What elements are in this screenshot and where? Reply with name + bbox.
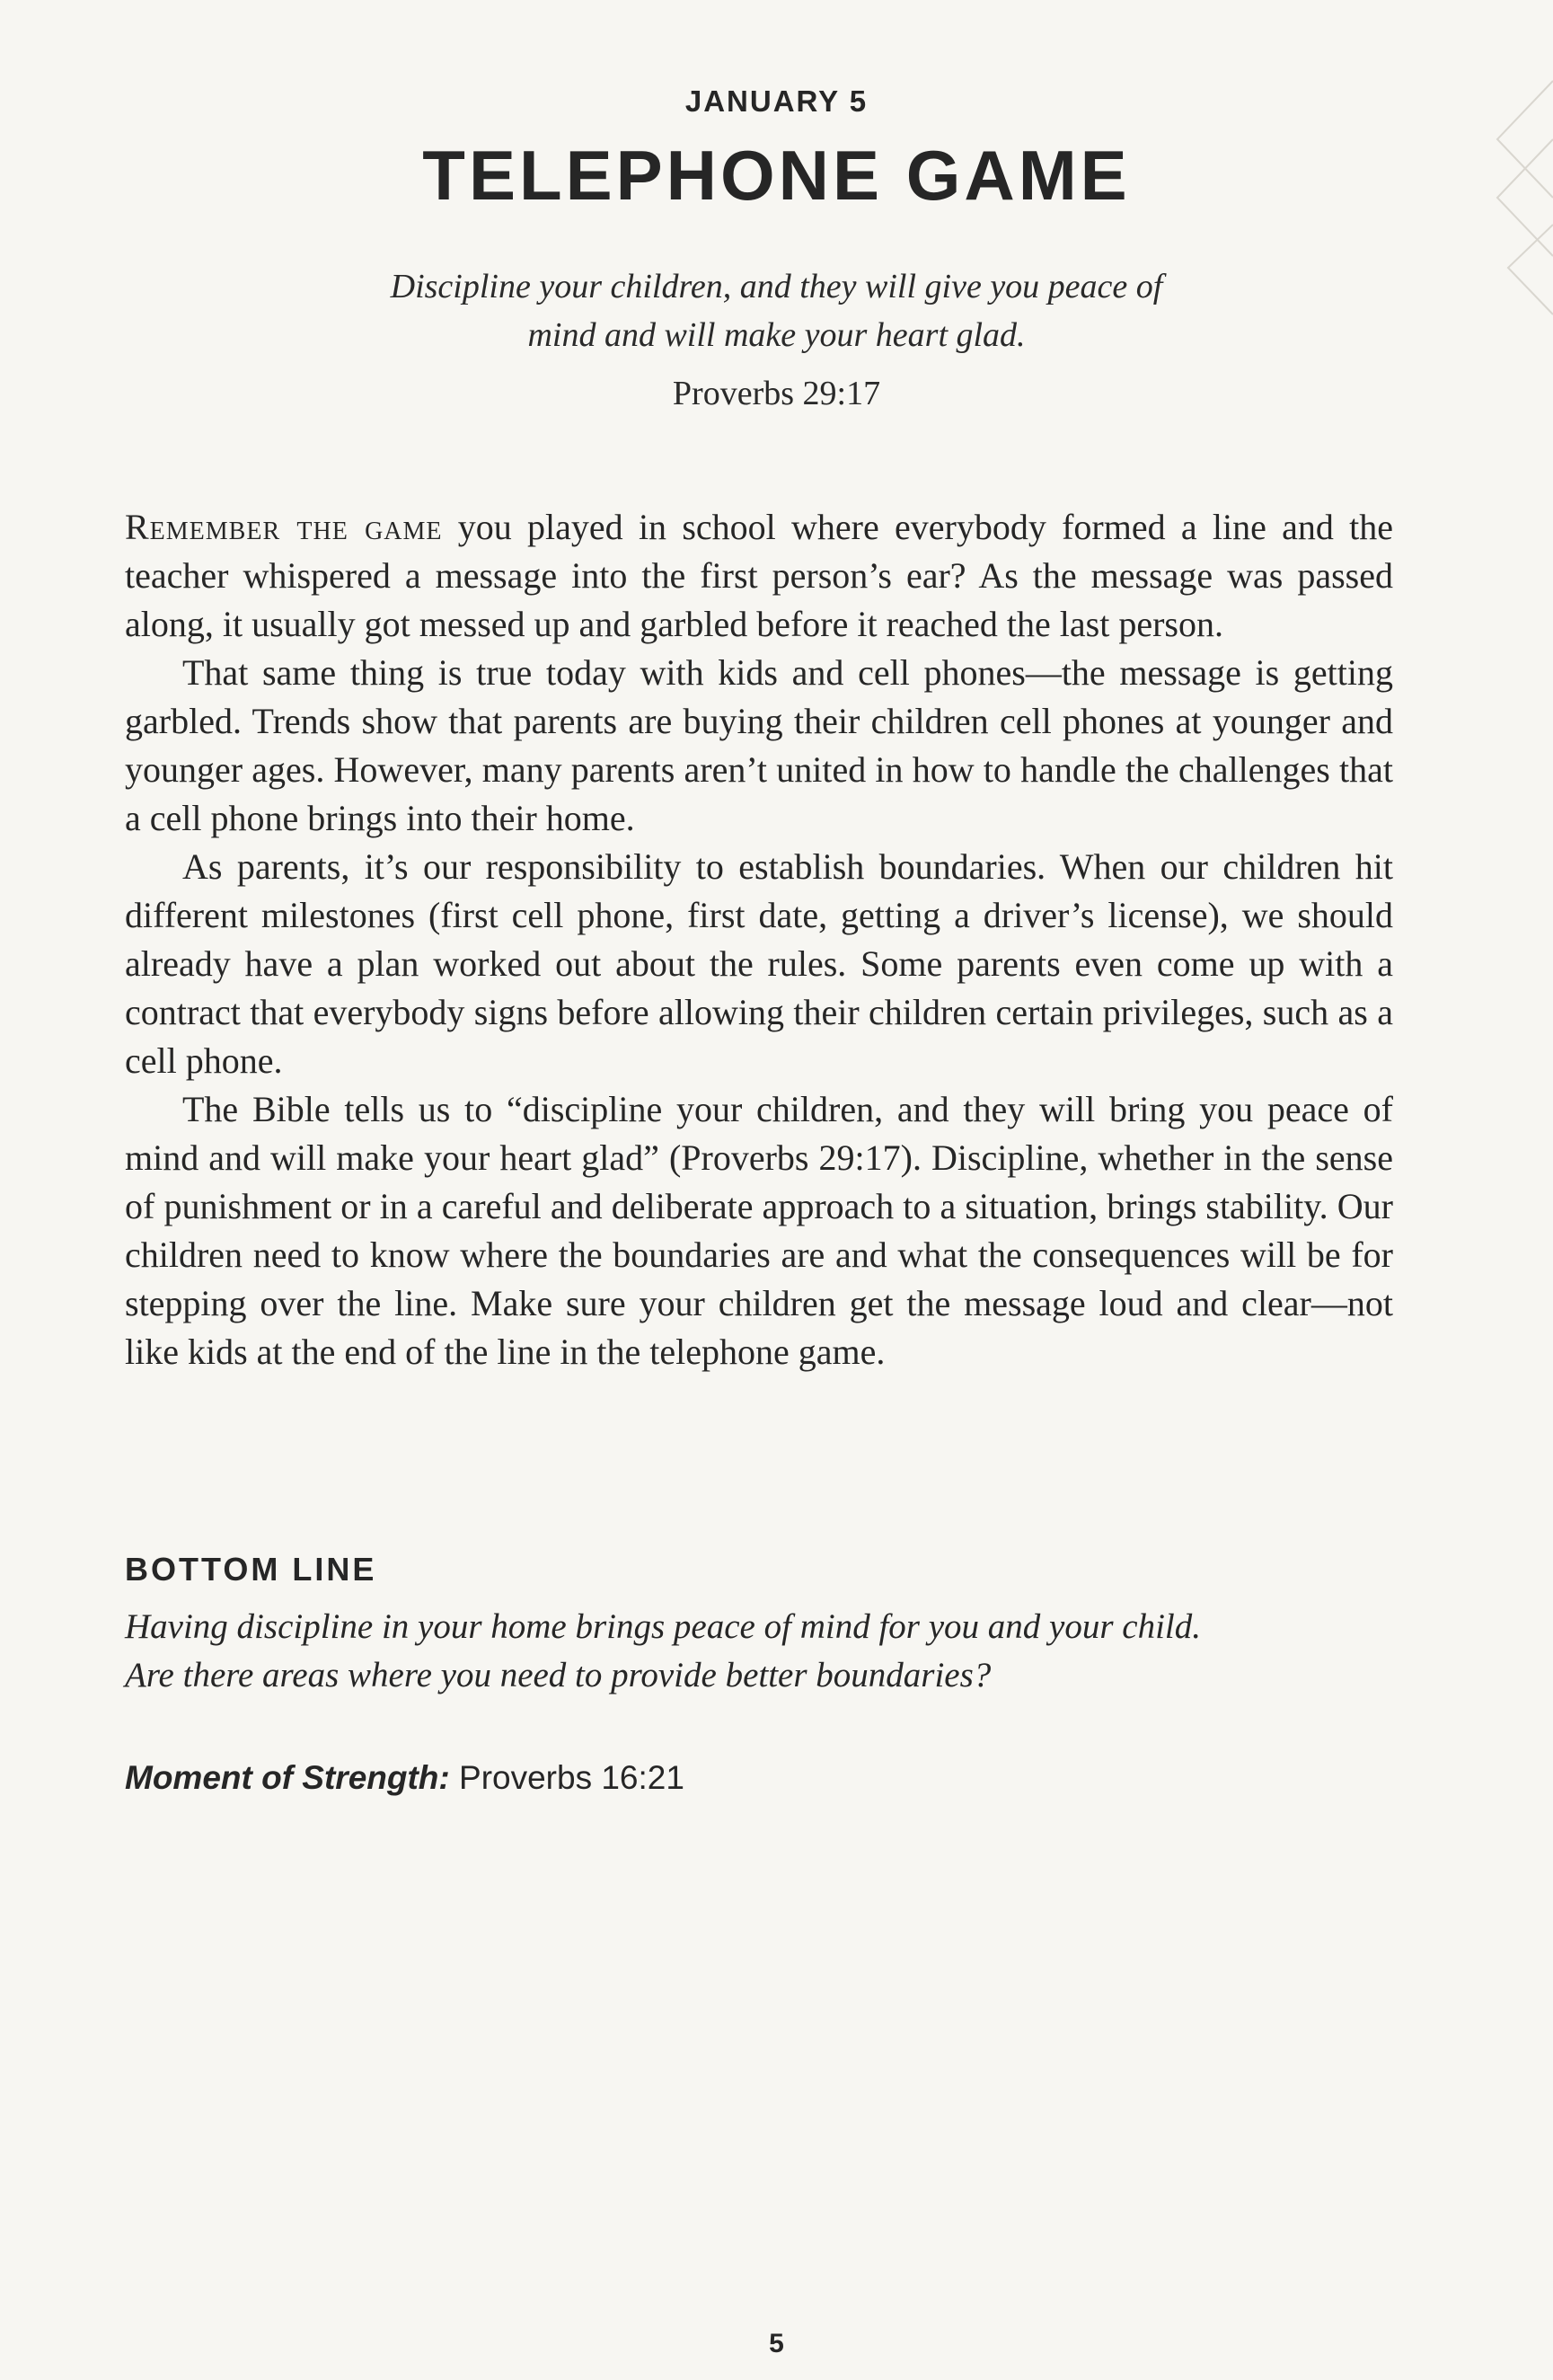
paragraph: The Bible tells us to “discipline your children, and they will bring you peace of mind and will make your heart glad” (Proverbs 29:17). Discipline, whether in the sense of punishment or in a careful and deliberate approach to a situation, brings stability. Our children need to know where the boundaries are and what the consequences will be for stepping over the line. Make sure your children get the message loud and clear—not like kids at the end of the line in the telephone game. [125, 1089, 1393, 1372]
moment-label: Moment of Strength: [125, 1759, 450, 1796]
epigraph-reference: Proverbs 29:17 [672, 375, 881, 412]
lead-in: Remember the game [125, 507, 443, 547]
page-number: 5 [769, 2329, 784, 2358]
page-title: TELEPHONE GAME [422, 136, 1131, 215]
moment-reference: Proverbs 16:21 [449, 1759, 684, 1796]
bottom-line-heading: BOTTOM LINE [125, 1551, 377, 1588]
epigraph-quote [0, 262, 1553, 359]
paragraph-text: you played in school where everybody formed a line and the teacher whispered a message into the first person’s ear? As the message was passed along, it usually got messed up and garbled before it reached the last person. [125, 507, 1393, 644]
moment-of-strength [125, 1759, 684, 1797]
bottom-line-question: Are there areas where you need to provide better boundaries? [125, 1656, 992, 1694]
paragraph: As parents, it’s our responsibility to establish boundaries. When our children hit different milestones (first cell phone, first date, getting a driver’s license), we should already have a plan worked out about the rules. Some parents even come up with a contract that everybody signs before allowing their children certain privileges, such as a cell phone. [125, 846, 1393, 1081]
date-label: JANUARY 5 [684, 84, 869, 118]
body-text [125, 503, 1393, 1376]
paragraph [125, 503, 1393, 649]
epigraph-line: Discipline your children, and they will give you peace of [390, 268, 1163, 305]
bottom-line-sentence: Having discipline in your home brings peace of mind for you and your child. [125, 1607, 1201, 1646]
epigraph-line: mind and will make your heart glad. [527, 316, 1026, 354]
bottom-line-text [125, 1603, 1427, 1700]
paragraph: That same thing is true today with kids and cell phones—the message is getting garbled. Trends show that parents are buying their children cell phones at younger and younger ages. However, many parents aren’t united in how to handle the challenges that a cell phone brings into their home. [125, 652, 1393, 838]
